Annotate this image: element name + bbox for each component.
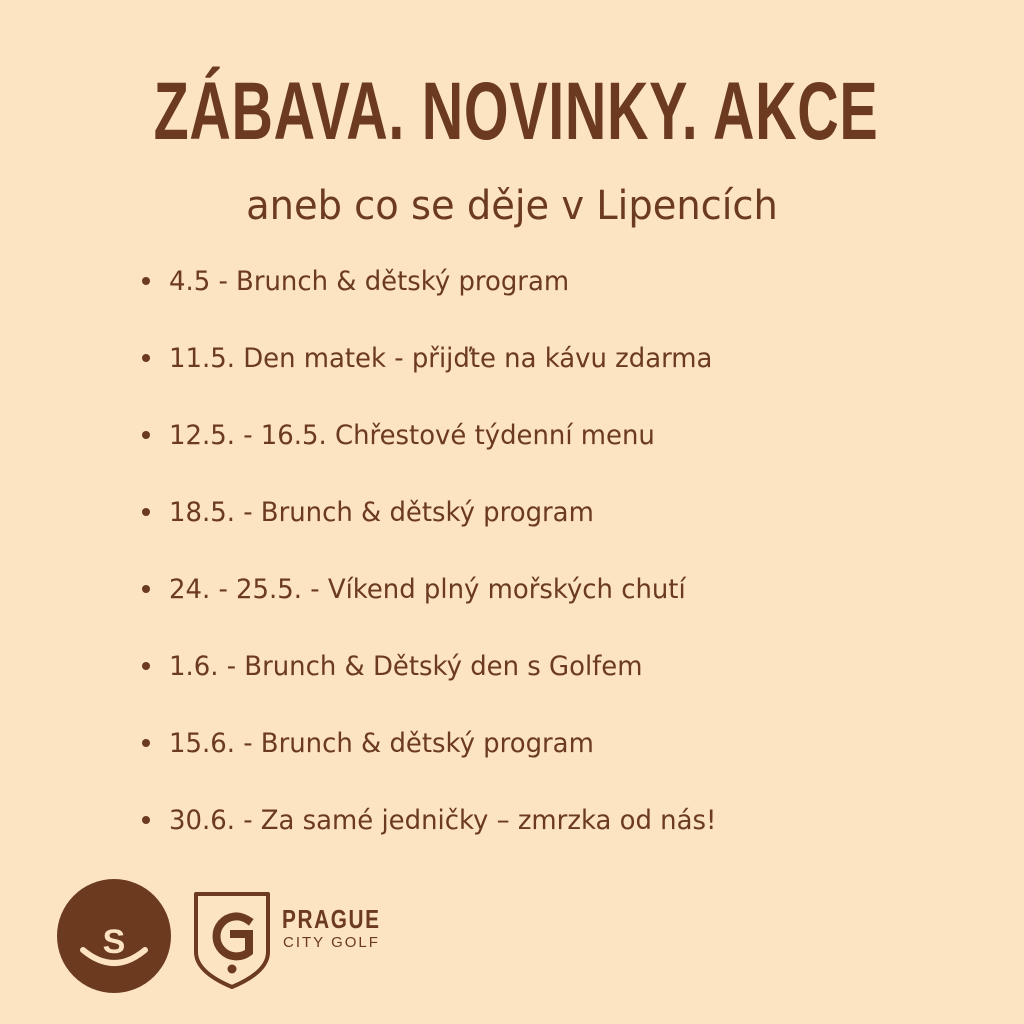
list-item — [142, 490, 612, 534]
list-item — [142, 798, 739, 842]
bullet-icon — [142, 277, 150, 285]
list-item — [142, 721, 612, 765]
event-text: 1.6. - Brunch & Dětský den s Golfem — [169, 650, 643, 682]
golf-logo-line2: CITY GOLF — [283, 934, 380, 951]
bullet-icon — [142, 662, 150, 670]
list-item — [142, 336, 735, 380]
smile-logo-icon — [57, 879, 171, 993]
headline: ZÁBAVA. NOVINKY. AKCE — [153, 66, 879, 157]
bullet-icon — [142, 585, 150, 593]
list-item — [142, 644, 662, 688]
list-item — [142, 567, 707, 611]
golf-logo — [192, 890, 382, 990]
event-text: 30.6. - Za samé jedničky – zmrzka od nás! — [169, 804, 717, 836]
bullet-icon — [142, 431, 150, 439]
subheadline: aneb co se děje v Lipencích — [246, 183, 778, 229]
event-text: 11.5. Den matek - přijďte na kávu zdarma — [169, 342, 713, 374]
bullet-icon — [142, 354, 150, 362]
event-text: 15.6. - Brunch & dětský program — [169, 727, 594, 759]
list-item — [142, 413, 675, 457]
list-item — [142, 259, 586, 303]
smile-logo-graphic — [57, 879, 171, 993]
bullet-icon — [142, 816, 150, 824]
event-text: 4.5 - Brunch & dětský program — [169, 265, 570, 297]
bullet-icon — [142, 508, 150, 516]
golf-shield-icon — [192, 890, 272, 990]
event-text: 24. - 25.5. - Víkend plný mořských chutí — [169, 573, 686, 605]
restaurant-logo-letter: S — [102, 922, 126, 961]
event-text: 18.5. - Brunch & dětský program — [169, 496, 594, 528]
event-text: 12.5. - 16.5. Chřestové týdenní menu — [169, 419, 655, 451]
golf-logo-line1: PRAGUE — [282, 904, 381, 934]
bullet-icon — [142, 739, 150, 747]
